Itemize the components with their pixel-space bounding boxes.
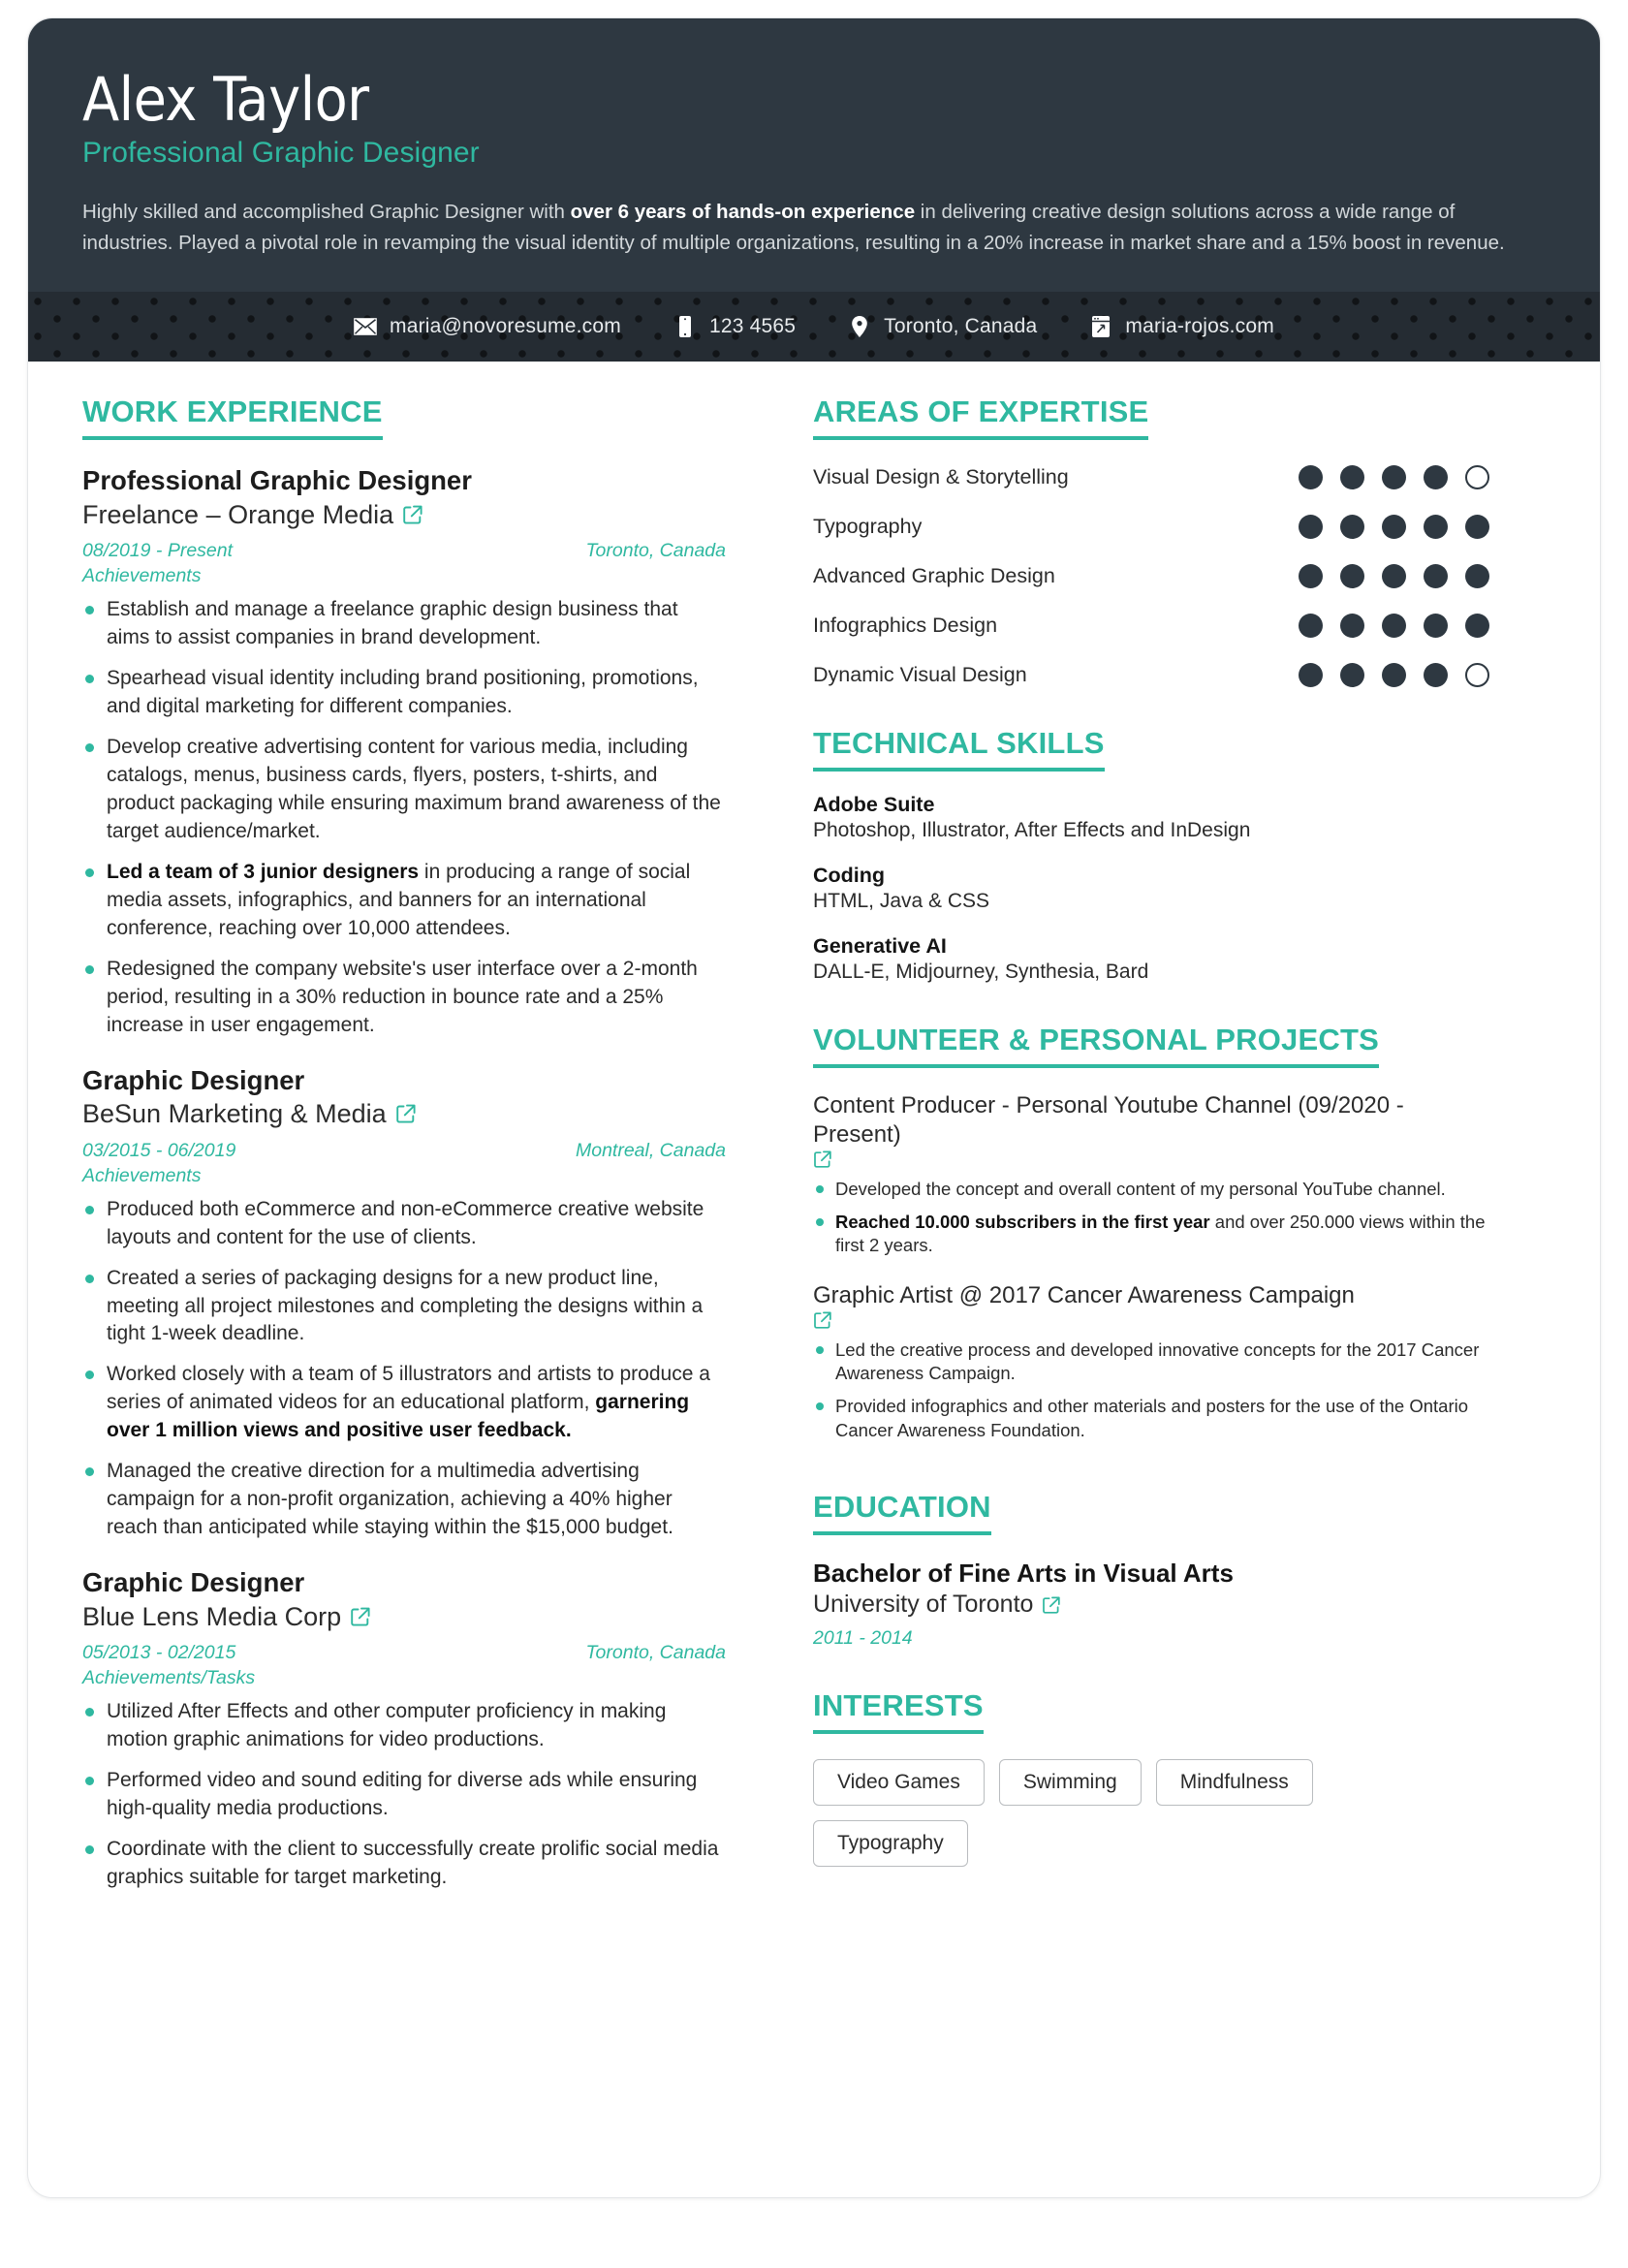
volunteer-section (813, 1023, 1489, 1068)
work-experience-heading: WORK EXPERIENCE (82, 394, 383, 440)
rating-dot-filled (1382, 465, 1406, 489)
project-bullets (813, 1178, 1489, 1258)
rating-dot-filled (1340, 465, 1364, 489)
rating-dots (1299, 515, 1489, 539)
job-subhead: Achievements/Tasks (82, 1667, 256, 1689)
rating-dot-filled (1340, 614, 1364, 638)
rating-dot-filled (1382, 614, 1406, 638)
spacer (813, 1650, 1489, 1688)
bullet-item (82, 596, 726, 652)
skill-group (813, 793, 1489, 842)
external-link-icon[interactable] (813, 1150, 1489, 1169)
project-title: Graphic Artist @ 2017 Cancer Awareness Campaign (813, 1281, 1355, 1308)
bullet-item (82, 1767, 726, 1823)
rating-dot-filled (1424, 663, 1448, 687)
rating-dot-filled (1424, 465, 1448, 489)
contact-location-text: Toronto, Canada (884, 315, 1038, 337)
volunteer-heading: VOLUNTEER & PERSONAL PROJECTS (813, 1023, 1379, 1068)
rating-dot-filled (1382, 564, 1406, 588)
bullet-item (82, 1361, 726, 1445)
bullet-text: Created a series of packaging designs for a new product line, meeting all project milestones and completing the designs within a tight 1-week deadline. (107, 1266, 704, 1345)
skill-name: Generative AI (813, 934, 947, 958)
education-years: 2011 - 2014 (813, 1627, 913, 1650)
contact-location[interactable] (848, 315, 1037, 338)
expertise-row (813, 663, 1489, 687)
profile-summary (82, 197, 1526, 259)
expertise-label: Typography (813, 515, 923, 538)
candidate-title: Professional Graphic Designer (82, 137, 480, 170)
bullet-text: Develop creative advertising content for various media, including catalogs, menus, business cards, flyers, posters, t-shirts, and product packaging while ensuring maximum brand awareness of the target audience/market. (107, 735, 721, 842)
job-location: Toronto, Canada (585, 540, 726, 562)
education-school-text: University of Toronto (813, 1591, 1034, 1619)
map-pin-icon (848, 315, 871, 338)
education-degree: Bachelor of Fine Arts in Visual Arts (813, 1559, 1234, 1589)
rating-dot-empty (1465, 663, 1489, 687)
contact-phone-text: 123 4565 (708, 315, 797, 337)
bullet-item (82, 1836, 726, 1892)
job-dates: 03/2015 - 06/2019 (82, 1139, 236, 1161)
job-org (82, 499, 726, 530)
bullet-text: Spearhead visual identity including brand positioning, promotions, and digital marketing for different companies. (107, 666, 699, 717)
skill-value: HTML, Java & CSS (813, 890, 990, 912)
summary-text-start: Highly skilled and accomplished Graphic Designer with (82, 201, 571, 224)
rating-dot-filled (1340, 515, 1364, 539)
browser-icon (1089, 315, 1112, 338)
job-bullets (82, 596, 726, 1040)
rating-dot-filled (1299, 564, 1323, 588)
bullet-text: in producing a range of social media assets, infographics, and banners for an international conference, reaching over 10,000 attendees. (107, 860, 691, 939)
job-bullets (82, 1196, 726, 1543)
project-entry (813, 1091, 1489, 1258)
bullet-bold: Reached 10.000 subscribers in the first year (835, 1211, 1210, 1232)
right-column (761, 394, 1489, 1905)
resume-header (28, 18, 1600, 292)
bullet-item (82, 859, 726, 943)
interests-heading: INTERESTS (813, 1688, 984, 1734)
bullet-text: Redesigned the company website's user interface over a 2-month period, resulting in a 30% reduction in bounce rate and a 25% increase in user engagement. (107, 957, 698, 1036)
rating-dot-empty (1465, 465, 1489, 489)
skill-value: Photoshop, Illustrator, After Effects and InDesign (813, 819, 1251, 841)
project-title-line (813, 1091, 1489, 1169)
bullet-text: Performed video and sound editing for diverse ads while ensuring high-quality media productions. (107, 1769, 698, 1820)
work-entry (82, 1567, 726, 1892)
job-org (82, 1601, 726, 1632)
rating-dots (1299, 663, 1489, 687)
project-bullets (813, 1339, 1489, 1442)
expertise-section (813, 394, 1489, 440)
contact-email[interactable] (354, 315, 621, 338)
job-dates: 05/2013 - 02/2015 (82, 1642, 236, 1664)
bullet-item (813, 1339, 1489, 1386)
resume-page (27, 17, 1601, 2198)
rating-dot-filled (1382, 663, 1406, 687)
bullet-item (82, 734, 726, 846)
contact-website[interactable] (1089, 315, 1274, 338)
rating-dot-filled (1340, 564, 1364, 588)
external-link-icon[interactable] (813, 1310, 1489, 1330)
rating-dot-filled (1465, 515, 1489, 539)
external-link-icon[interactable] (350, 1606, 371, 1627)
external-link-icon[interactable] (1042, 1595, 1061, 1615)
spacer (813, 687, 1489, 726)
job-meta (82, 1642, 726, 1664)
job-location: Montreal, Canada (575, 1139, 726, 1161)
expertise-row (813, 564, 1489, 588)
job-org (82, 1098, 726, 1129)
expertise-row (813, 515, 1489, 539)
summary-text-end: in delivering creative design solutions across a wide range of industries. Played a pivotal role in revamping the visual identity of multiple organizations, resulting in a 20% increase in market share and a 15% boost in revenue. (82, 201, 1505, 255)
summary-highlight: over 6 years of hands-on experience (570, 201, 916, 224)
rating-dot-filled (1299, 663, 1323, 687)
bullet-text: Establish and manage a freelance graphic design business that aims to assist companies in brand development. (107, 598, 678, 648)
job-meta (82, 1140, 726, 1162)
candidate-name: Alex Taylor (82, 64, 369, 135)
bullet-item (82, 1698, 726, 1754)
expertise-label: Advanced Graphic Design (813, 564, 1055, 587)
job-role: Graphic Designer (82, 1064, 305, 1095)
job-role: Graphic Designer (82, 1567, 305, 1598)
expertise-heading: AREAS OF EXPERTISE (813, 394, 1148, 440)
interest-tags (813, 1759, 1356, 1867)
skill-name: Adobe Suite (813, 793, 935, 816)
skill-value: DALL-E, Midjourney, Synthesia, Bard (813, 961, 1149, 983)
job-org-text: Freelance – Orange Media (82, 499, 394, 529)
spacer (813, 984, 1489, 1023)
expertise-row (813, 465, 1489, 489)
bullet-item (82, 956, 726, 1040)
education-heading: EDUCATION (813, 1490, 991, 1535)
education-school (813, 1591, 1489, 1619)
bullet-text: Managed the creative direction for a multimedia advertising campaign for a non-profit organization, achieving a 40% higher reach than anticipated while staying within the $15,000 budget. (107, 1460, 673, 1539)
job-subhead: Achievements (82, 1164, 202, 1186)
job-subhead: Achievements (82, 565, 202, 587)
bullet-item (82, 1196, 726, 1252)
interest-tag[interactable]: Video Games (813, 1759, 985, 1806)
bullet-text: and over 250.000 views within the first 2 years. (835, 1211, 1486, 1256)
expertise-row (813, 614, 1489, 638)
contact-bar (28, 292, 1600, 362)
rating-dot-filled (1424, 564, 1448, 588)
job-dates: 08/2019 - Present (82, 540, 234, 562)
rating-dot-filled (1340, 663, 1364, 687)
bullet-item (82, 665, 726, 721)
job-org-text: Blue Lens Media Corp (82, 1601, 342, 1631)
interest-tag[interactable]: Swimming (999, 1759, 1142, 1806)
left-column (82, 394, 761, 1905)
bullet-item (813, 1395, 1489, 1442)
bullet-text: Developed the concept and overall content of my personal YouTube channel. (835, 1179, 1446, 1199)
rating-dot-filled (1299, 515, 1323, 539)
skill-group (813, 864, 1489, 913)
rating-dot-filled (1299, 614, 1323, 638)
rating-dot-filled (1424, 515, 1448, 539)
project-title: Content Producer - Personal Youtube Channel (09/2020 - Present) (813, 1092, 1404, 1148)
rating-dot-filled (1424, 614, 1448, 638)
bullet-text: Led the creative process and developed innovative concepts for the 2017 Cancer Awareness Campaign. (835, 1339, 1480, 1384)
job-org-text: BeSun Marketing & Media (82, 1099, 387, 1129)
bullet-item (813, 1178, 1489, 1202)
expertise-label: Infographics Design (813, 614, 998, 637)
project-entry (813, 1281, 1489, 1442)
external-link-icon[interactable] (395, 1103, 417, 1124)
rating-dots (1299, 614, 1489, 638)
job-meta (82, 540, 726, 562)
interest-tag[interactable]: Typography (813, 1820, 968, 1867)
skill-group (813, 934, 1489, 984)
expertise-label: Dynamic Visual Design (813, 663, 1027, 686)
bullet-text: Utilized After Effects and other computer proficiency in making motion graphic animations for video productions. (107, 1700, 667, 1751)
bullet-bold: garnering over 1 million views and positive user feedback. (107, 1391, 690, 1442)
rating-dot-filled (1465, 614, 1489, 638)
envelope-icon (354, 315, 377, 338)
rating-dots (1299, 564, 1489, 588)
bullet-item (82, 1265, 726, 1349)
bullet-text: Coordinate with the client to successfully create prolific social media graphics suitable for target marketing. (107, 1838, 719, 1889)
work-experience-section (82, 394, 726, 440)
contact-phone[interactable] (673, 315, 796, 338)
interests-section (813, 1688, 1489, 1734)
project-title-line (813, 1281, 1489, 1330)
technical-skills-section (813, 726, 1489, 772)
skill-name: Coding (813, 864, 886, 887)
contact-email-text: maria@novoresume.com (390, 315, 621, 337)
expertise-label: Visual Design & Storytelling (813, 465, 1069, 488)
external-link-icon[interactable] (402, 504, 423, 525)
job-bullets (82, 1698, 726, 1892)
work-entry (82, 465, 726, 1040)
rating-dots (1299, 465, 1489, 489)
rating-dot-filled (1382, 515, 1406, 539)
spacer (813, 1451, 1489, 1490)
contact-website-text: maria-rojos.com (1125, 315, 1274, 337)
resume-body (28, 362, 1600, 1905)
bullet-text: Provided infographics and other materials and posters for the use of the Ontario Cancer Awareness Foundation. (835, 1395, 1469, 1440)
job-location: Toronto, Canada (585, 1642, 726, 1664)
rating-dot-filled (1299, 465, 1323, 489)
rating-dot-filled (1465, 564, 1489, 588)
phone-icon (673, 315, 697, 338)
job-role: Professional Graphic Designer (82, 465, 472, 495)
education-section (813, 1490, 1489, 1535)
bullet-bold: Led a team of 3 junior designers (107, 860, 420, 883)
bullet-item (82, 1458, 726, 1542)
interest-tag[interactable]: Mindfulness (1156, 1759, 1313, 1806)
work-entry (82, 1065, 726, 1543)
bullet-item (813, 1211, 1489, 1258)
technical-skills-heading: TECHNICAL SKILLS (813, 726, 1105, 772)
bullet-text: Worked closely with a team of 5 illustrators and artists to produce a series of animated videos for an educational platform, (107, 1363, 710, 1414)
bullet-text: Produced both eCommerce and non-eCommerce creative website layouts and content for the use of clients. (107, 1197, 704, 1248)
